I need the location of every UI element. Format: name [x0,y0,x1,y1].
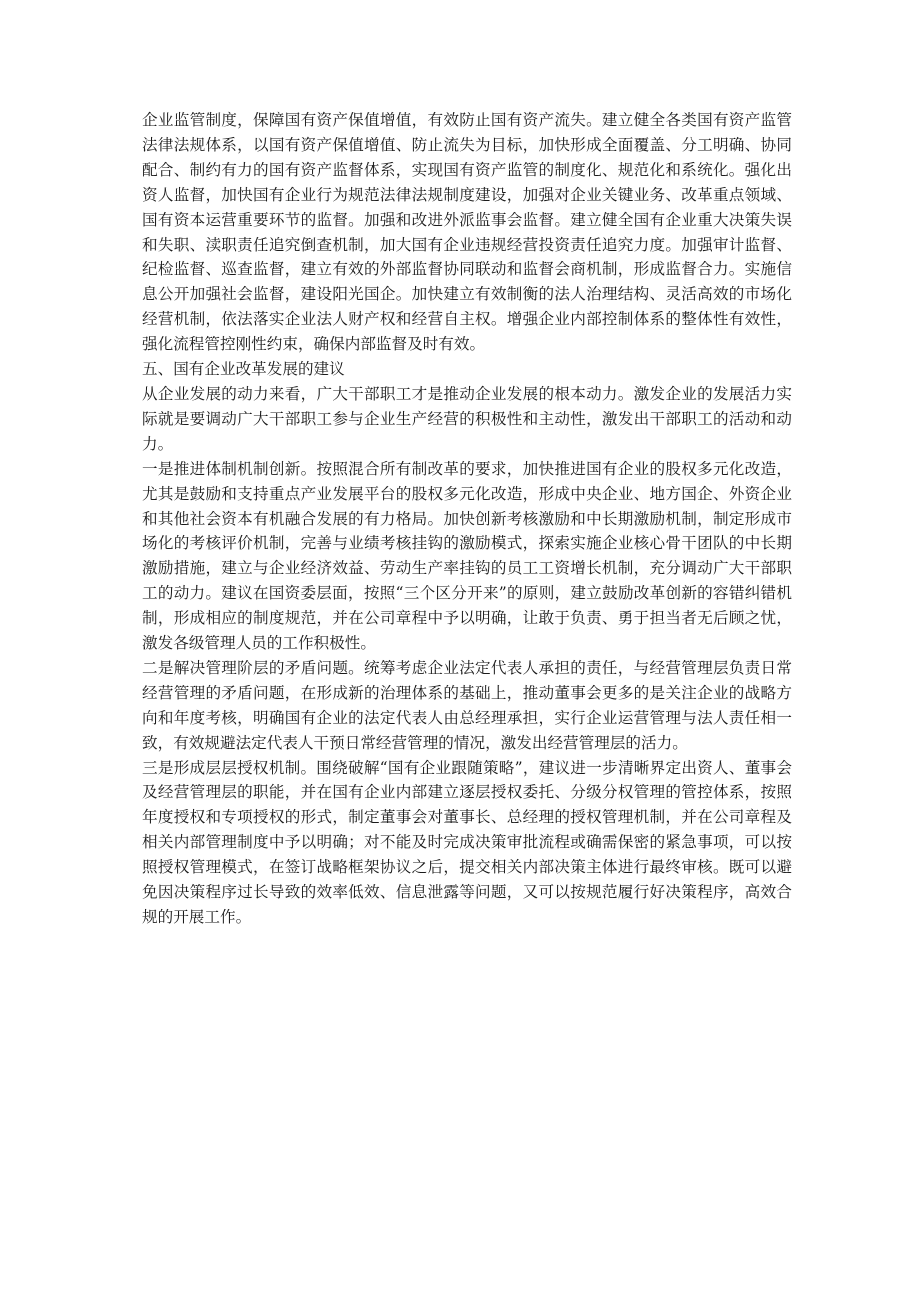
paragraph-point-two: 二是解决管理阶层的矛盾问题。统筹考虑企业法定代表人承担的责任，与经营管理层负责日常经营管理的矛盾问题，在形成新的治理体系的基础上，推动董事会更多的是关注企业的战略方向和年度考核，明确国有企业的法定代表人由总经理承担，实行企业运营管理与法人责任相一致，有效规避法定代表人干预日常经营管理的情况，激发出经营管理层的活力。 [142,658,792,752]
paragraph-point-one: 一是推进体制机制创新。按照混合所有制改革的要求，加快推进国有企业的股权多元化改造，尤其是鼓励和支持重点产业发展平台的股权多元化改造，形成中央企业、地方国企、外资企业和其他社会资本有机融合发展的有力格局。加快创新考核激励和中长期激励机制，制定形成市场化的考核评价机制，完善与业绩考核挂钩的激励模式，探索实施企业核心骨干团队的中长期激励措施，建立与企业经济效益、劳动生产率挂钩的员工工资增长机制，充分调动广大干部职工的动力。建议在国资委层面，按照“三个区分开来”的原则，建立鼓励改革创新的容错纠错机制，形成相应的制度规范，并在公司章程中予以明确，让敢于负责、勇于担当者无后顾之忧，激发各级管理人员的工作积极性。 [142,459,792,653]
paragraph-supervision: 企业监管制度，保障国有资产保值增值，有效防止国有资产流失。建立健全各类国有资产监管法律法规体系，以国有资产保值增值、防止流失为目标，加快形成全面覆盖、分工明确、协同配合、制约有力的国有资产监督体系，实现国有资产监管的制度化、规范化和系统化。强化出资人监督，加快国有企业行为规范法律法规制度建设，加强对企业关键业务、改革重点领域、国有资本运营重要环节的监督。加强和改进外派监事会监督。建立健全国有企业重大决策失误和失职、渎职责任追究倒查机制，加大国有企业违规经营投资责任追究力度。加强审计监督、纪检监督、巡查监督，建立有效的外部监督协同联动和监督会商机制，形成监督合力。实施信息公开加强社会监督，建设阳光国企。加快建立有效制衡的法人治理结构、灵活高效的市场化经营机制，依法落实企业法人财产权和经营自主权。增强企业内部控制体系的整体性有效性，强化流程管控刚性约束，确保内部监督及时有效。 [142,111,792,354]
paragraph-motivation: 从企业发展的动力来看，广大干部职工才是推动企业发展的根本动力。激发企业的发展活力实际就是要调动广大干部职工参与企业生产经营的积极性和主动性，激发出干部职工的活动和动力。 [142,384,792,453]
section-heading-reform-suggestions: 五、国有企业改革发展的建议 [142,360,345,379]
document-page [142,108,792,930]
paragraph-point-three: 三是形成层层授权机制。围绕破解“国有企业跟随策略”，建议进一步清晰界定出资人、董事会及经营管理层的职能，并在国有企业内部建立逐层授权委托、分级分权管理的管控体系，按照年度授权和专项授权的形式，制定董事会对董事长、总经理的授权管理机制，并在公司章程及相关内部管理制度中予以明确；对不能及时完成决策审批流程或确需保密的紧急事项，可以按照授权管理模式，在签订战略框架协议之后，提交相关内部决策主体进行最终审核。既可以避免因决策程序过长导致的效率低效、信息泄露等问题，又可以按规范履行好决策程序，高效合规的开展工作。 [142,758,792,926]
